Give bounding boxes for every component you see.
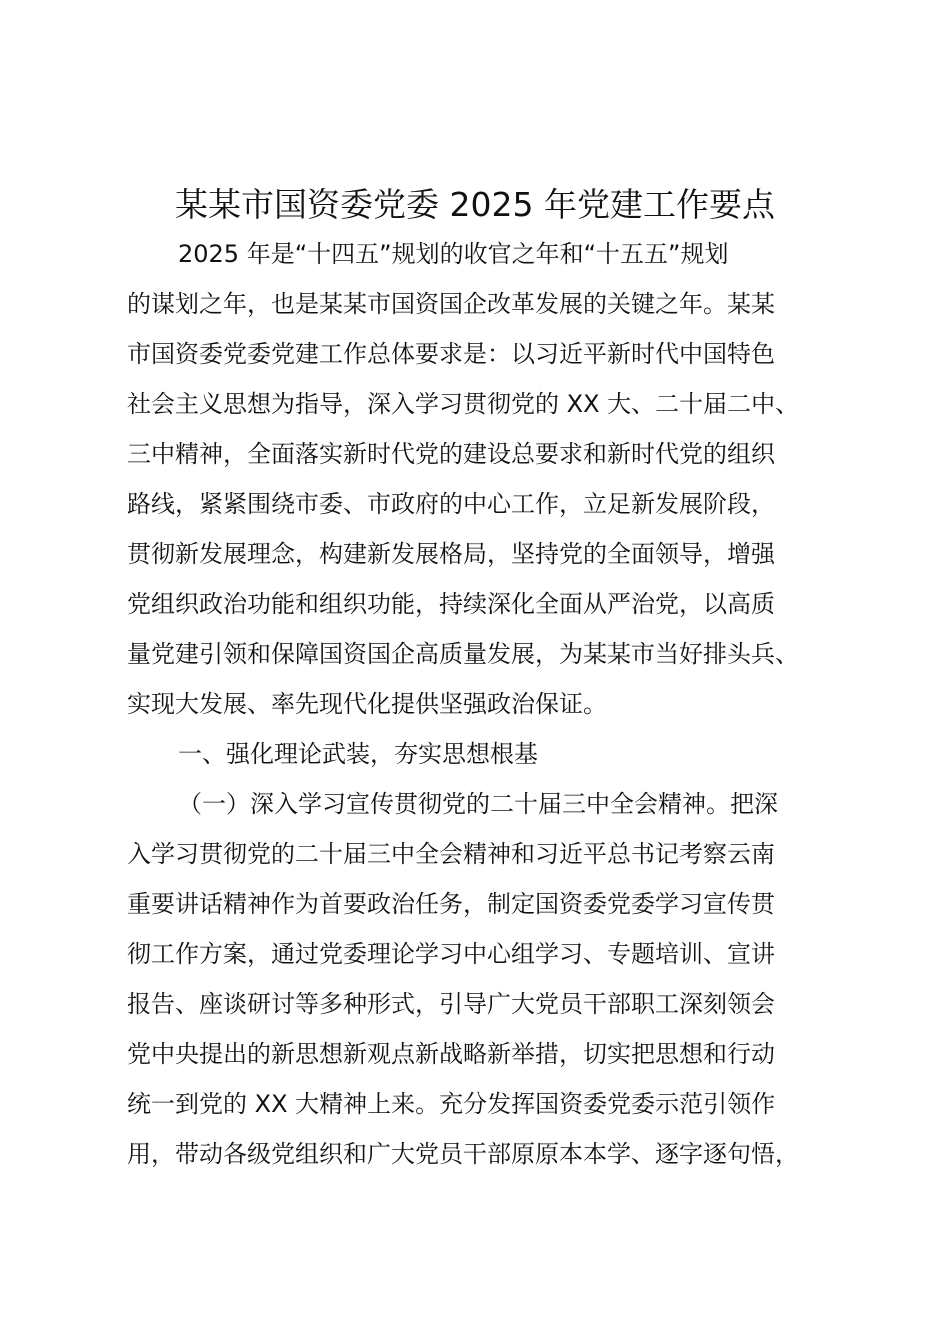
- paragraph-line: 实现大发展、率先现代化提供坚强政治保证。: [127, 690, 607, 718]
- paragraph-line: 量党建引领和保障国资国企高质量发展，为某某市当好排头兵、: [127, 640, 799, 668]
- paragraph-line: 的谋划之年，也是某某市国资国企改革发展的关键之年。某某: [127, 290, 775, 318]
- paragraph-line: 用，带动各级党组织和广大党员干部原原本本学、逐字逐句悟，: [127, 1140, 799, 1168]
- paragraph-line: 党中央提出的新思想新观点新战略新举措，切实把思想和行动: [127, 1040, 775, 1068]
- paragraph-line: 2025 年是“十四五”规划的收官之年和“十五五”规划: [178, 240, 729, 268]
- paragraph-line: （一）深入学习宣传贯彻党的二十届三中全会精神。把深: [178, 790, 778, 818]
- document-title: 某某市国资委党委 2025 年党建工作要点: [175, 185, 775, 224]
- paragraph-line: 三中精神，全面落实新时代党的建设总要求和新时代党的组织: [127, 440, 775, 468]
- section-heading: 一、强化理论武装，夯实思想根基: [178, 740, 538, 768]
- paragraph-line: 彻工作方案，通过党委理论学习中心组学习、专题培训、宣讲: [127, 940, 775, 968]
- paragraph-line: 统一到党的 XX 大精神上来。充分发挥国资委党委示范引领作: [127, 1090, 776, 1118]
- paragraph-line: 入学习贯彻党的二十届三中全会精神和习近平总书记考察云南: [127, 840, 775, 868]
- paragraph-line: 贯彻新发展理念，构建新发展格局，坚持党的全面领导，增强: [127, 540, 775, 568]
- paragraph-line: 社会主义思想为指导，深入学习贯彻党的 XX 大、二十届二中、: [127, 390, 800, 418]
- paragraph-line: 市国资委党委党建工作总体要求是：以习近平新时代中国特色: [127, 340, 775, 368]
- paragraph-line: 报告、座谈研讨等多种形式，引导广大党员干部职工深刻领会: [127, 990, 775, 1018]
- paragraph-line: 重要讲话精神作为首要政治任务，制定国资委党委学习宣传贯: [127, 890, 775, 918]
- paragraph-line: 路线，紧紧围绕市委、市政府的中心工作，立足新发展阶段，: [127, 490, 775, 518]
- paragraph-line: 党组织政治功能和组织功能，持续深化全面从严治党，以高质: [127, 590, 775, 618]
